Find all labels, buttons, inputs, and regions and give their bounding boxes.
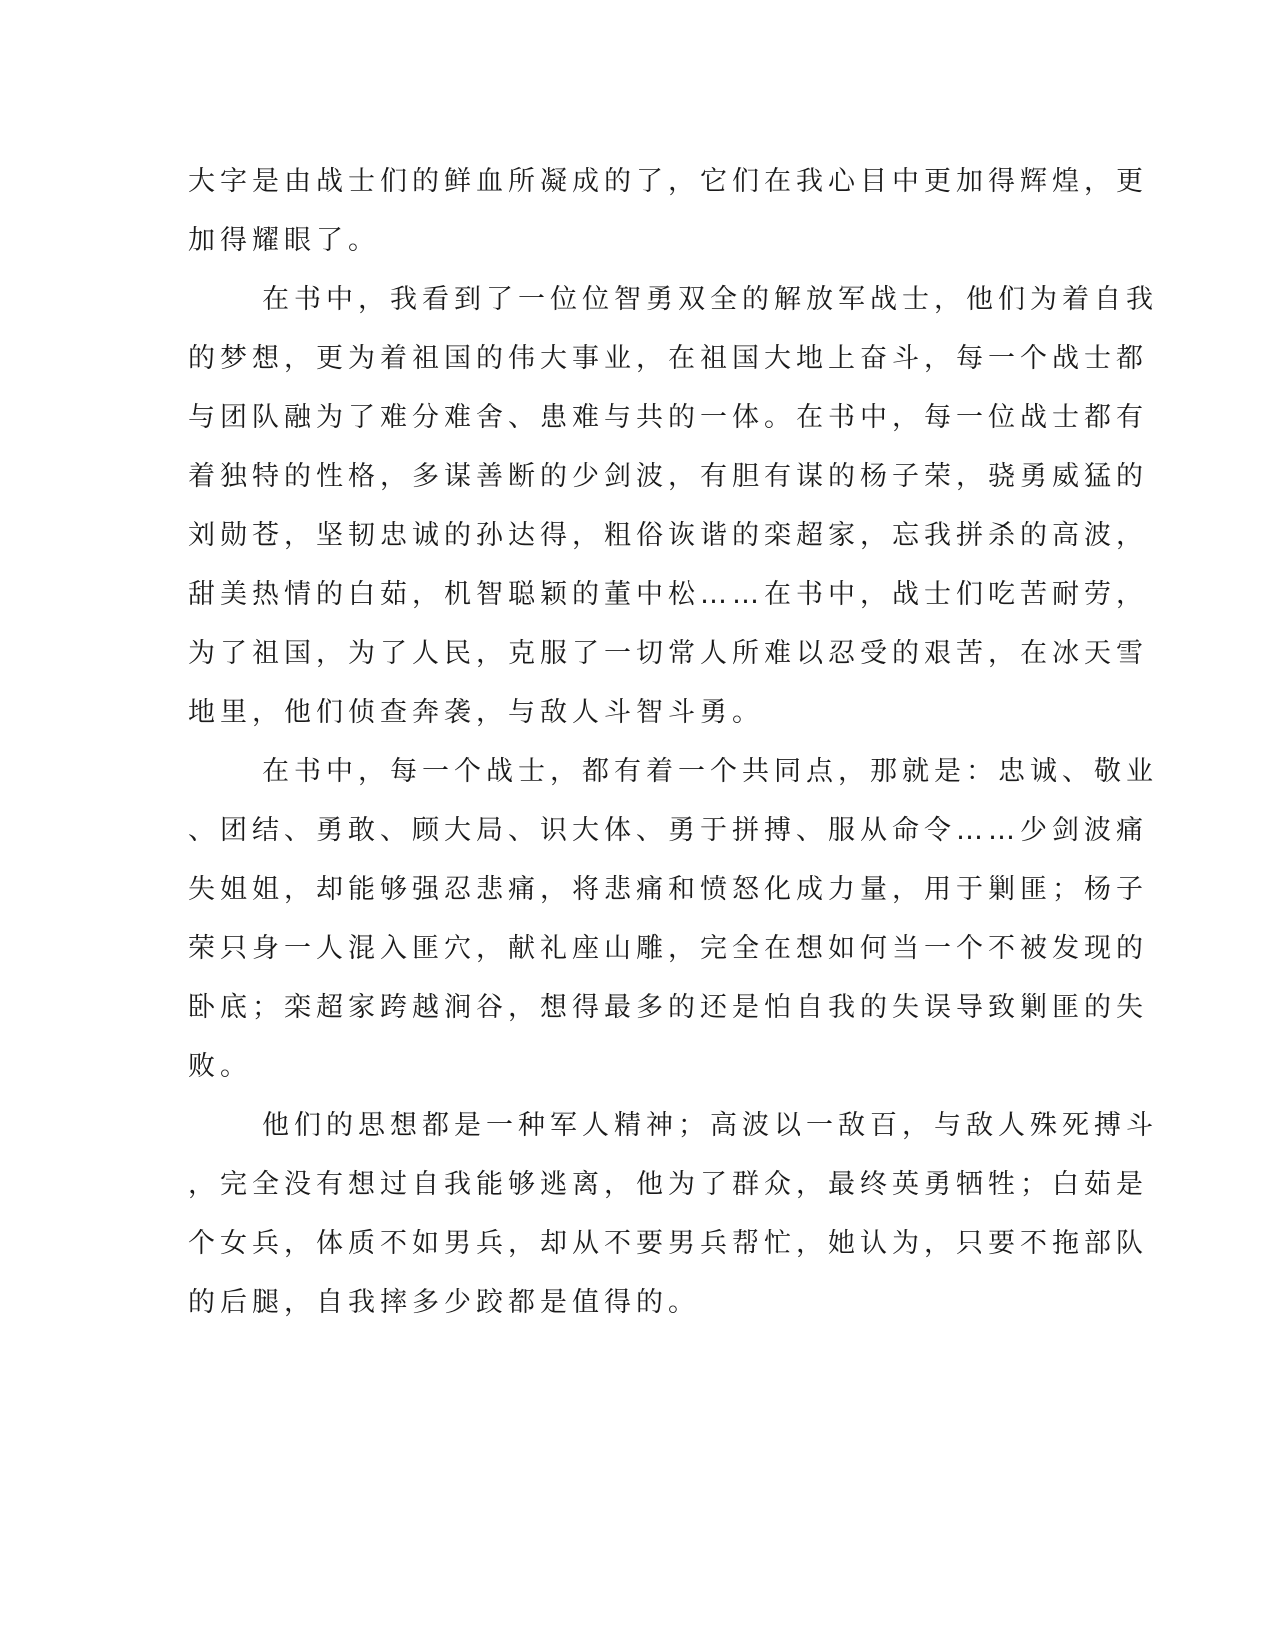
- text-line: 卧底；栾超家跨越涧谷，想得最多的还是怕自我的失误导致剿匪的失: [188, 992, 1148, 1023]
- text-line: 、团结、勇敢、顾大局、识大体、勇于拼搏、服从命令……少剑波痛: [188, 815, 1148, 846]
- paragraph-2: [188, 278, 1158, 750]
- paragraph-4: [188, 1104, 1158, 1340]
- text-line: 个女兵，体质不如男兵，却从不要男兵帮忙，她认为，只要不拖部队: [188, 1228, 1148, 1259]
- text-line: 败。: [188, 1051, 252, 1082]
- text-line: 甜美热情的白茹，机智聪颖的董中松……在书中，战士们吃苦耐劳，: [188, 579, 1148, 610]
- text-line: 荣只身一人混入匪穴，献礼座山雕，完全在想如何当一个不被发现的: [188, 933, 1148, 964]
- text-line: ，完全没有想过自我能够逃离，他为了群众，最终英勇牺牲；白茹是: [188, 1169, 1148, 1200]
- text-line: 地里，他们侦查奔袭，与敌人斗智斗勇。: [188, 697, 764, 728]
- text-line: 为了祖国，为了人民，克服了一切常人所难以忍受的艰苦，在冰天雪: [188, 638, 1148, 669]
- text-line: 着独特的性格，多谋善断的少剑波，有胆有谋的杨子荣，骁勇威猛的: [188, 461, 1148, 492]
- text-line: 他们的思想都是一种军人精神；高波以一敌百，与敌人殊死搏斗: [262, 1110, 1158, 1141]
- text-line: 与团队融为了难分难舍、患难与共的一体。在书中，每一位战士都有: [188, 402, 1148, 433]
- paragraph-3: [188, 750, 1158, 1104]
- text-line: 在书中，我看到了一位位智勇双全的解放军战士，他们为着自我: [262, 284, 1158, 315]
- text-line: 刘勋苍，坚韧忠诚的孙达得，粗俗诙谐的栾超家，忘我拼杀的高波，: [188, 520, 1148, 551]
- text-line: 的后腿，自我摔多少跤都是值得的。: [188, 1287, 700, 1318]
- text-line: 大字是由战士们的鲜血所凝成的了，它们在我心目中更加得辉煌，更: [188, 166, 1148, 197]
- text-line: 加得耀眼了。: [188, 225, 380, 256]
- text-line: 的梦想，更为着祖国的伟大事业，在祖国大地上奋斗，每一个战士都: [188, 343, 1148, 374]
- body-text: [188, 160, 1158, 1340]
- text-line: 失姐姐，却能够强忍悲痛，将悲痛和愤怒化成力量，用于剿匪；杨子: [188, 874, 1148, 905]
- text-line: 在书中，每一个战士，都有着一个共同点，那就是：忠诚、敬业: [262, 756, 1158, 787]
- paragraph-1: [188, 160, 1148, 278]
